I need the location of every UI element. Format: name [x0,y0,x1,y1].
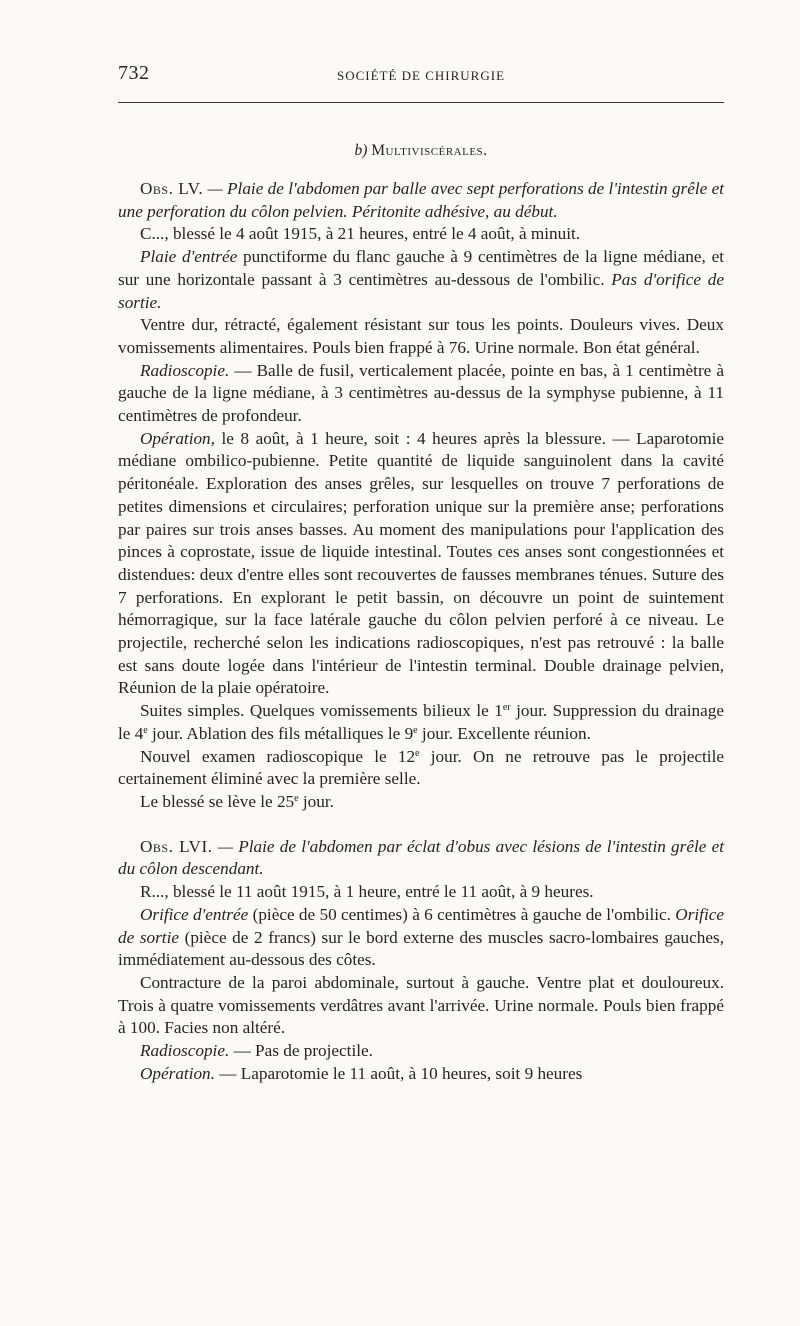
paragraph-lead: Radioscopie. [140,1041,230,1061]
observation-title: — Plaie de l'abdomen par éclat d'obus avec lésions de l'intestin grêle et du côlon descendant. [118,836,724,879]
section-heading [118,142,724,160]
paragraph-text: punctiforme du flanc gauche à 9 centimètres de la ligne médiane, et sur une horizontale passant à 3 centimètres au-dessous de l'ombilic. [118,247,724,289]
text-run: jour. Ablation des fils métalliques le 9 [147,723,414,743]
paragraph-lead: Orifice d'entrée [140,904,249,924]
paragraph: Contracture de la paroi abdominale, surtout à gauche. Ventre plat et douloureux. Trois à quatre vomissements verdâtres avant l'arrivée. Urine normale. Pouls bien frappé à 100. Facies non altéré. [118,972,724,1038]
superscript: e [143,724,148,736]
observation-55-heading [118,178,724,223]
paragraph-text: — Pas de projectile. [229,1041,373,1061]
paragraph [118,1063,724,1086]
paragraph-lead: Opération, [140,428,215,448]
paragraph: R..., blessé le 11 août 1915, à 1 heure, entré le 11 août, à 9 heures. [140,882,594,902]
paragraph [118,904,724,972]
observation-label: Obs. LVI. [140,836,213,856]
page-header [118,58,724,98]
paragraph [118,428,724,700]
paragraph: C..., blessé le 4 août 1915, à 21 heures, entré le 4 août, à minuit. [140,224,581,244]
document-page [118,58,724,1083]
paragraph-text: (pièce de 50 centimes) à 6 centimètres à gauche de l'ombilic. [248,904,676,924]
superscript: er [502,702,511,714]
header-rule [118,102,724,103]
page-number: 732 [118,62,150,84]
section-letter: b) [354,142,368,159]
paragraph-lead: Orifice de sortie [118,904,724,947]
section-title: Multiviscérales. [371,142,488,159]
text-run: jour. On ne retrouve pas le projectile certainement éliminé avec la première selle. [118,746,724,789]
observation-title: — Plaie de l'abdomen par balle avec sept perforations de l'intestin grêle et une perforation du côlon pelvien. Péritonite adhésive, au début. [118,179,724,221]
paragraph-tail: Pas d'orifice de sortie. [118,269,724,312]
paragraph-text: le 8 août, à 1 heure, soit : 4 heures après la blessure. — Laparotomie médiane ombilico-pubienne. Petite quantité de liquide sanguinolent dans la cavité péritonéale. Exploration des anses grêles, sur lesquelles on trouve 7 perforations de petites dimensions et circulaires; perforation unique sur la première anse; perforations par paires sur trois anses basses. Au moment des manipulations pour l'application des pinces à coprostate, issue de liquide intestinal. Toutes ces anses sont congestionnées et distendues: deux d'entre elles sont recouvertes de fausses membranes ténues. Suture des 7 perforations. En explorant le petit bassin, on découvre un point de suintement hémorragique, sur la face latérale gauche du côlon pelvien perforé à ce niveau. Le projectile, recherché selon les indications radioscopiques, n'est pas retrouvé : la balle est sans doute logée dans l'intérieur de l'intestin terminal. Double drainage pelvien, Réunion de la plaie opératoire. [118,428,724,698]
paragraph [118,360,724,428]
body-text [118,178,724,1085]
paragraph [118,1040,724,1063]
paragraph-lead: Radioscopie. [140,360,230,380]
paragraph-text: (pièce de 2 francs) sur le bord externe des muscles sacro-lombaires gauches, immédiatement au-dessous des côtes. [118,927,724,970]
text-run: Nouvel examen radioscopique le 12 [140,746,416,766]
text-run: jour. Excellente réunion. [417,723,591,743]
paragraph [118,746,724,791]
paragraph [118,700,724,745]
paragraph-text: — Laparotomie le 11 août, à 10 heures, soit 9 heures [214,1063,583,1083]
paragraph [118,791,724,814]
running-head: SOCIÉTÉ DE CHIRURGIE [336,68,506,83]
text-run: Suites simples. Quelques vomissements bilieux le 1 [140,701,503,721]
paragraph: Ventre dur, rétracté, également résistant sur tous les points. Douleurs vives. Deux vomissements alimentaires. Pouls bien frappé à 76. Urine normale. Bon état général. [118,315,724,357]
text-run: Le blessé se lève le 25 [140,791,295,811]
paragraph-lead: Opération. [140,1063,215,1083]
spacer [118,814,724,836]
text-run: jour. [298,791,334,811]
superscript: e [294,792,299,804]
observation-56-heading [118,836,724,881]
observation-label: Obs. LV. [140,179,204,198]
paragraph-lead: Plaie d'entrée [140,247,238,267]
paragraph-text: — Balle de fusil, verticalement placée, pointe en bas, à 1 centimètre à gauche de la ligne médiane, à 3 centimètres au-dessus de la symphyse pubienne, à 11 centimètres de profondeur. [118,360,724,426]
superscript: e [413,724,418,736]
text-run: jour. Suppression du drainage le 4 [118,701,724,743]
paragraph [118,246,724,314]
superscript: e [415,747,420,759]
